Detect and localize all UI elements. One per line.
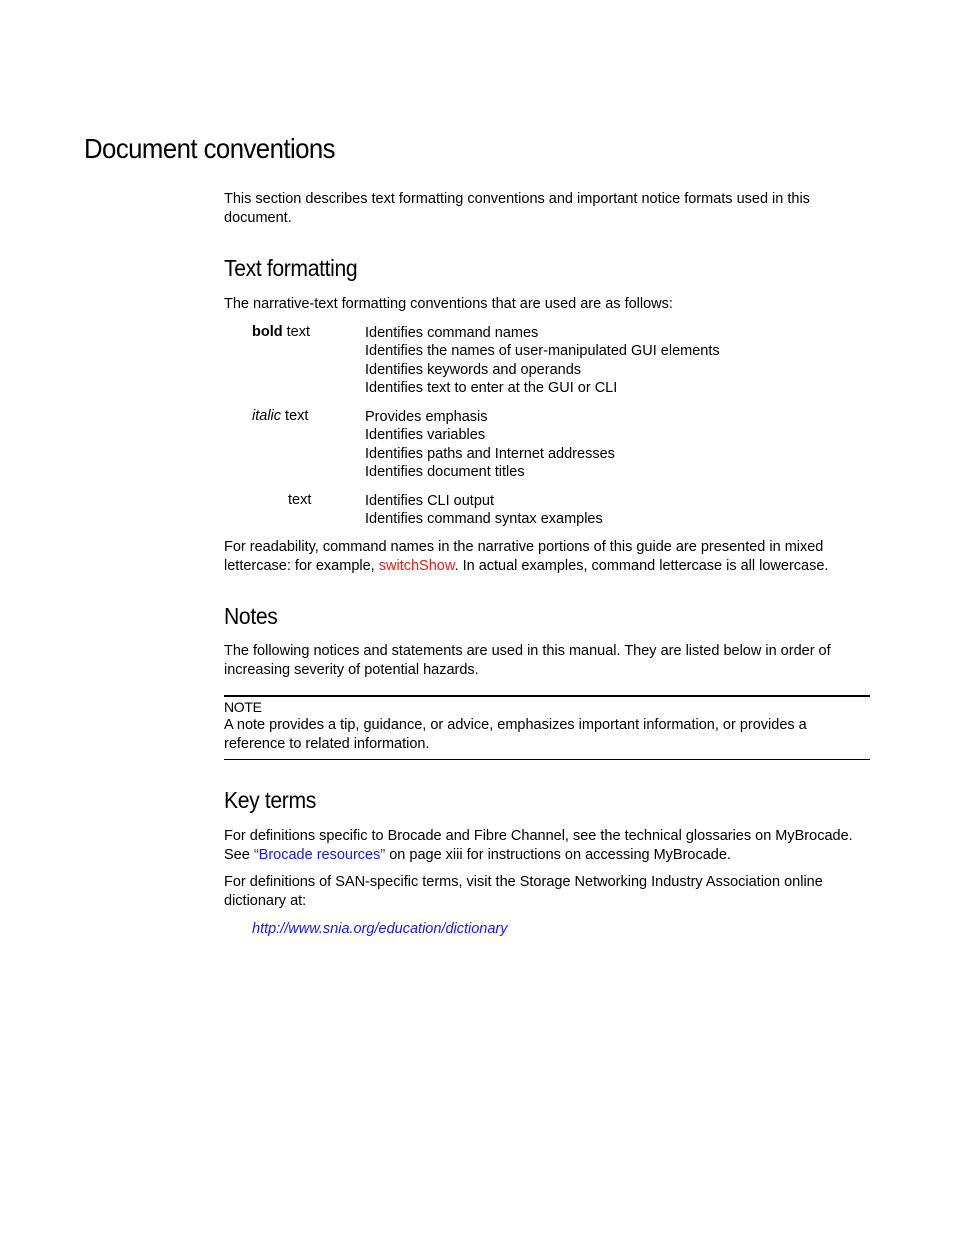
definition-item: Identifies command names xyxy=(365,324,539,341)
definition-item: Identifies the names of user-manipulated GUI elements xyxy=(365,343,720,360)
term-italic xyxy=(252,407,308,426)
definition-item: Identifies variables xyxy=(365,427,486,444)
term-code xyxy=(252,491,311,510)
key-terms-text-before: For definitions specific to Brocade and Fibre Channel, see the technical glossaries on MyBrocade. See xyxy=(224,828,853,863)
definition-item: Identifies paths and Internet addresses xyxy=(365,445,615,462)
notes-paragraph: The following notices and statements are used in this manual. They are listed below in order of increasing severity of potential hazards. xyxy=(224,643,831,678)
term-italic-rest: text xyxy=(281,408,309,424)
text-formatting-lead: The narrative-text formatting conventions that are used are as follows: xyxy=(224,296,673,312)
note-top-rule xyxy=(224,695,870,697)
definition-item: Identifies keywords and operands xyxy=(365,361,582,378)
intro-paragraph: This section describes text formatting conventions and important notice formats used in this document. xyxy=(224,191,810,226)
definition-item: Identifies command syntax examples xyxy=(365,511,603,528)
command-example: switchShow xyxy=(378,558,455,574)
notes-heading: Notes xyxy=(224,603,278,629)
key-terms-paragraph-2: For definitions of SAN-specific terms, visit the Storage Networking Industry Association online dictionary at: xyxy=(224,874,823,909)
text-formatting-heading: Text formatting xyxy=(224,255,358,281)
term-bold xyxy=(252,323,310,342)
term-italic-styled: italic xyxy=(252,408,282,424)
page-title: Document conventions xyxy=(84,133,336,164)
brocade-resources-link[interactable]: “Brocade resources” xyxy=(253,847,386,863)
readability-text-after: . In actual examples, command lettercase is all lowercase. xyxy=(454,558,829,574)
key-terms-text-after: on page xiii for instructions on accessing MyBrocade. xyxy=(385,847,731,863)
definition-list-code xyxy=(365,492,603,529)
term-bold-styled: bold xyxy=(252,324,283,340)
note-label: NOTE xyxy=(224,699,262,715)
definition-item: Identifies CLI output xyxy=(365,492,494,509)
key-terms-paragraph-1 xyxy=(224,827,874,865)
definition-item: Provides emphasis xyxy=(365,408,488,425)
snia-dictionary-link[interactable]: http://www.snia.org/education/dictionary xyxy=(252,921,508,937)
definition-item: Identifies document titles xyxy=(365,464,525,481)
definition-item: Identifies text to enter at the GUI or CLI xyxy=(365,380,618,397)
definition-list-italic xyxy=(365,408,615,482)
readability-paragraph xyxy=(224,538,870,576)
key-terms-heading: Key terms xyxy=(224,787,316,813)
definition-list-bold xyxy=(365,324,720,398)
term-bold-rest: text xyxy=(282,324,311,340)
note-text: A note provides a tip, guidance, or advice, emphasizes important information, or provides a reference to related information. xyxy=(224,717,807,752)
note-bottom-rule xyxy=(224,759,870,760)
readability-text-before: For readability, command names in the narrative portions of this guide are presented in mixed lettercase: for example, xyxy=(224,539,824,574)
term-code-rest: text xyxy=(288,492,312,508)
